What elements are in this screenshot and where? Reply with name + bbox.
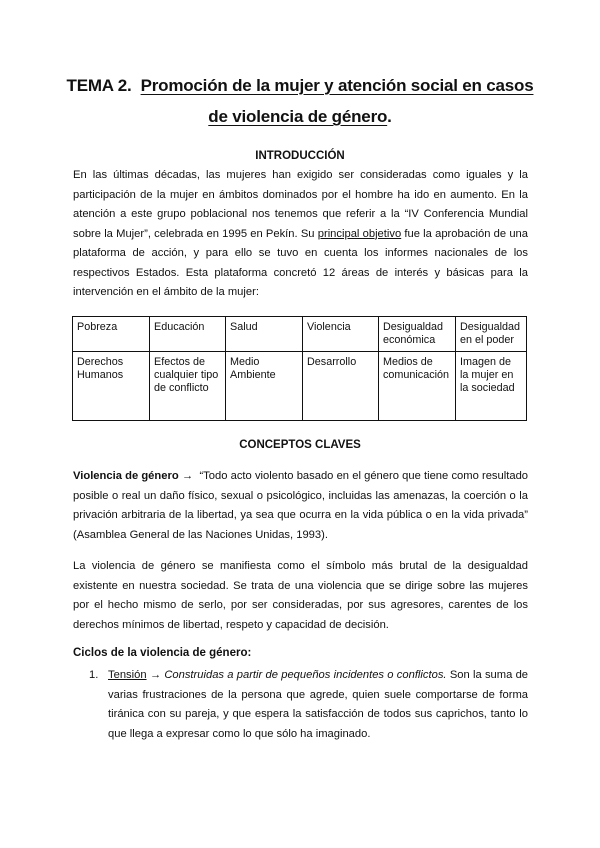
- title-end: .: [387, 107, 392, 126]
- title-prefix: TEMA 2.: [66, 76, 132, 95]
- table-cell: Efectos de cualquier tipo de conflicto: [150, 352, 226, 421]
- arrow-icon: →: [149, 669, 162, 681]
- tension-text: Son la suma de varias frustraciones de la persona que agrede, quien suele comportarse de forma tiránica con su pareja, y que espera la satisfacción de todos sus caprichos, tanto lo que llega a expresar como lo que sólo ha imaginado.: [108, 669, 529, 740]
- introduccion-text-1: En las últimas décadas, las mujeres han exigido ser consideradas como iguales y la participación de la mujer en ámbitos dominados por el hombre ha ido en aumento. En la atención a este grupo poblacional nos tenemos que referir a la “IV Conferencia Mundial sobre la Mujer”, celebrada en 1995 en Pekín. Su: [73, 169, 528, 240]
- violencia-term: Violencia de género: [73, 470, 179, 482]
- tension-italic-text: Construidas a partir de pequeños incidentes o conflictos.: [164, 669, 447, 681]
- title-main: Promoción de la mujer y atención social en casos de violencia de género: [140, 76, 534, 126]
- table-cell: Medios de comunicación: [379, 352, 456, 421]
- introduccion-paragraph: [73, 166, 528, 303]
- table-cell: Salud: [226, 317, 303, 352]
- table-cell: Desigualdad en el poder: [456, 317, 527, 352]
- introduccion-text-2: fue la aprobación de una plataforma de acción, y para ello se tuvo en cuenta los informes nacionales de los respectivos Estados. Esta plataforma concretó 12 áreas de interés y básicas para la intervención en el ámbito de la mujer:: [73, 227, 529, 298]
- table-cell: Derechos Humanos: [73, 352, 150, 421]
- violencia-paragraph: La violencia de género se manifiesta como el símbolo más brutal de la desigualdad existente en nuestra sociedad. Se trata de una violencia que se dirige sobre las mujeres por el hecho mismo de serlo, por ser consideradas, por sus agresores, carentes de los derechos mínimos de libertad, respeto y capacidad de decisión.: [73, 560, 528, 631]
- list-item-number: 1.: [89, 669, 99, 681]
- definition-text: “Todo acto violento basado en el género que tiene como resultado posible o real un daño físico, sexual o psicológico, incluidas las amenazas, la coerción o la privación arbitraria de la libertad, ya sea que ocurra en la vida pública o en la vida privada” (Asamblea General de las Naciones Unidas, 1993).: [73, 470, 529, 541]
- tension-term: Tensión: [108, 669, 147, 681]
- table-cell: Imagen de la mujer en la sociedad: [456, 352, 527, 421]
- document-title: [60, 70, 540, 132]
- table-cell: Pobreza: [73, 317, 150, 352]
- ciclos-heading: Ciclos de la violencia de género:: [73, 647, 252, 659]
- table-row: [73, 352, 527, 421]
- table-cell: Medio Ambiente: [226, 352, 303, 421]
- table-cell: Desarrollo: [303, 352, 379, 421]
- principal-objetivo-text: principal objetivo: [317, 227, 402, 240]
- areas-table: [72, 316, 527, 421]
- table-cell: Educación: [150, 317, 226, 352]
- arrow-icon: →: [181, 470, 194, 482]
- conceptos-heading: CONCEPTOS CLAVES: [239, 439, 361, 451]
- introduccion-heading: INTRODUCCIÓN: [255, 150, 345, 162]
- table-cell: Desigualdad económica: [379, 317, 456, 352]
- definition-paragraph: [73, 467, 528, 545]
- table-cell: Violencia: [303, 317, 379, 352]
- list-item: [108, 666, 528, 744]
- table-row: [73, 317, 527, 352]
